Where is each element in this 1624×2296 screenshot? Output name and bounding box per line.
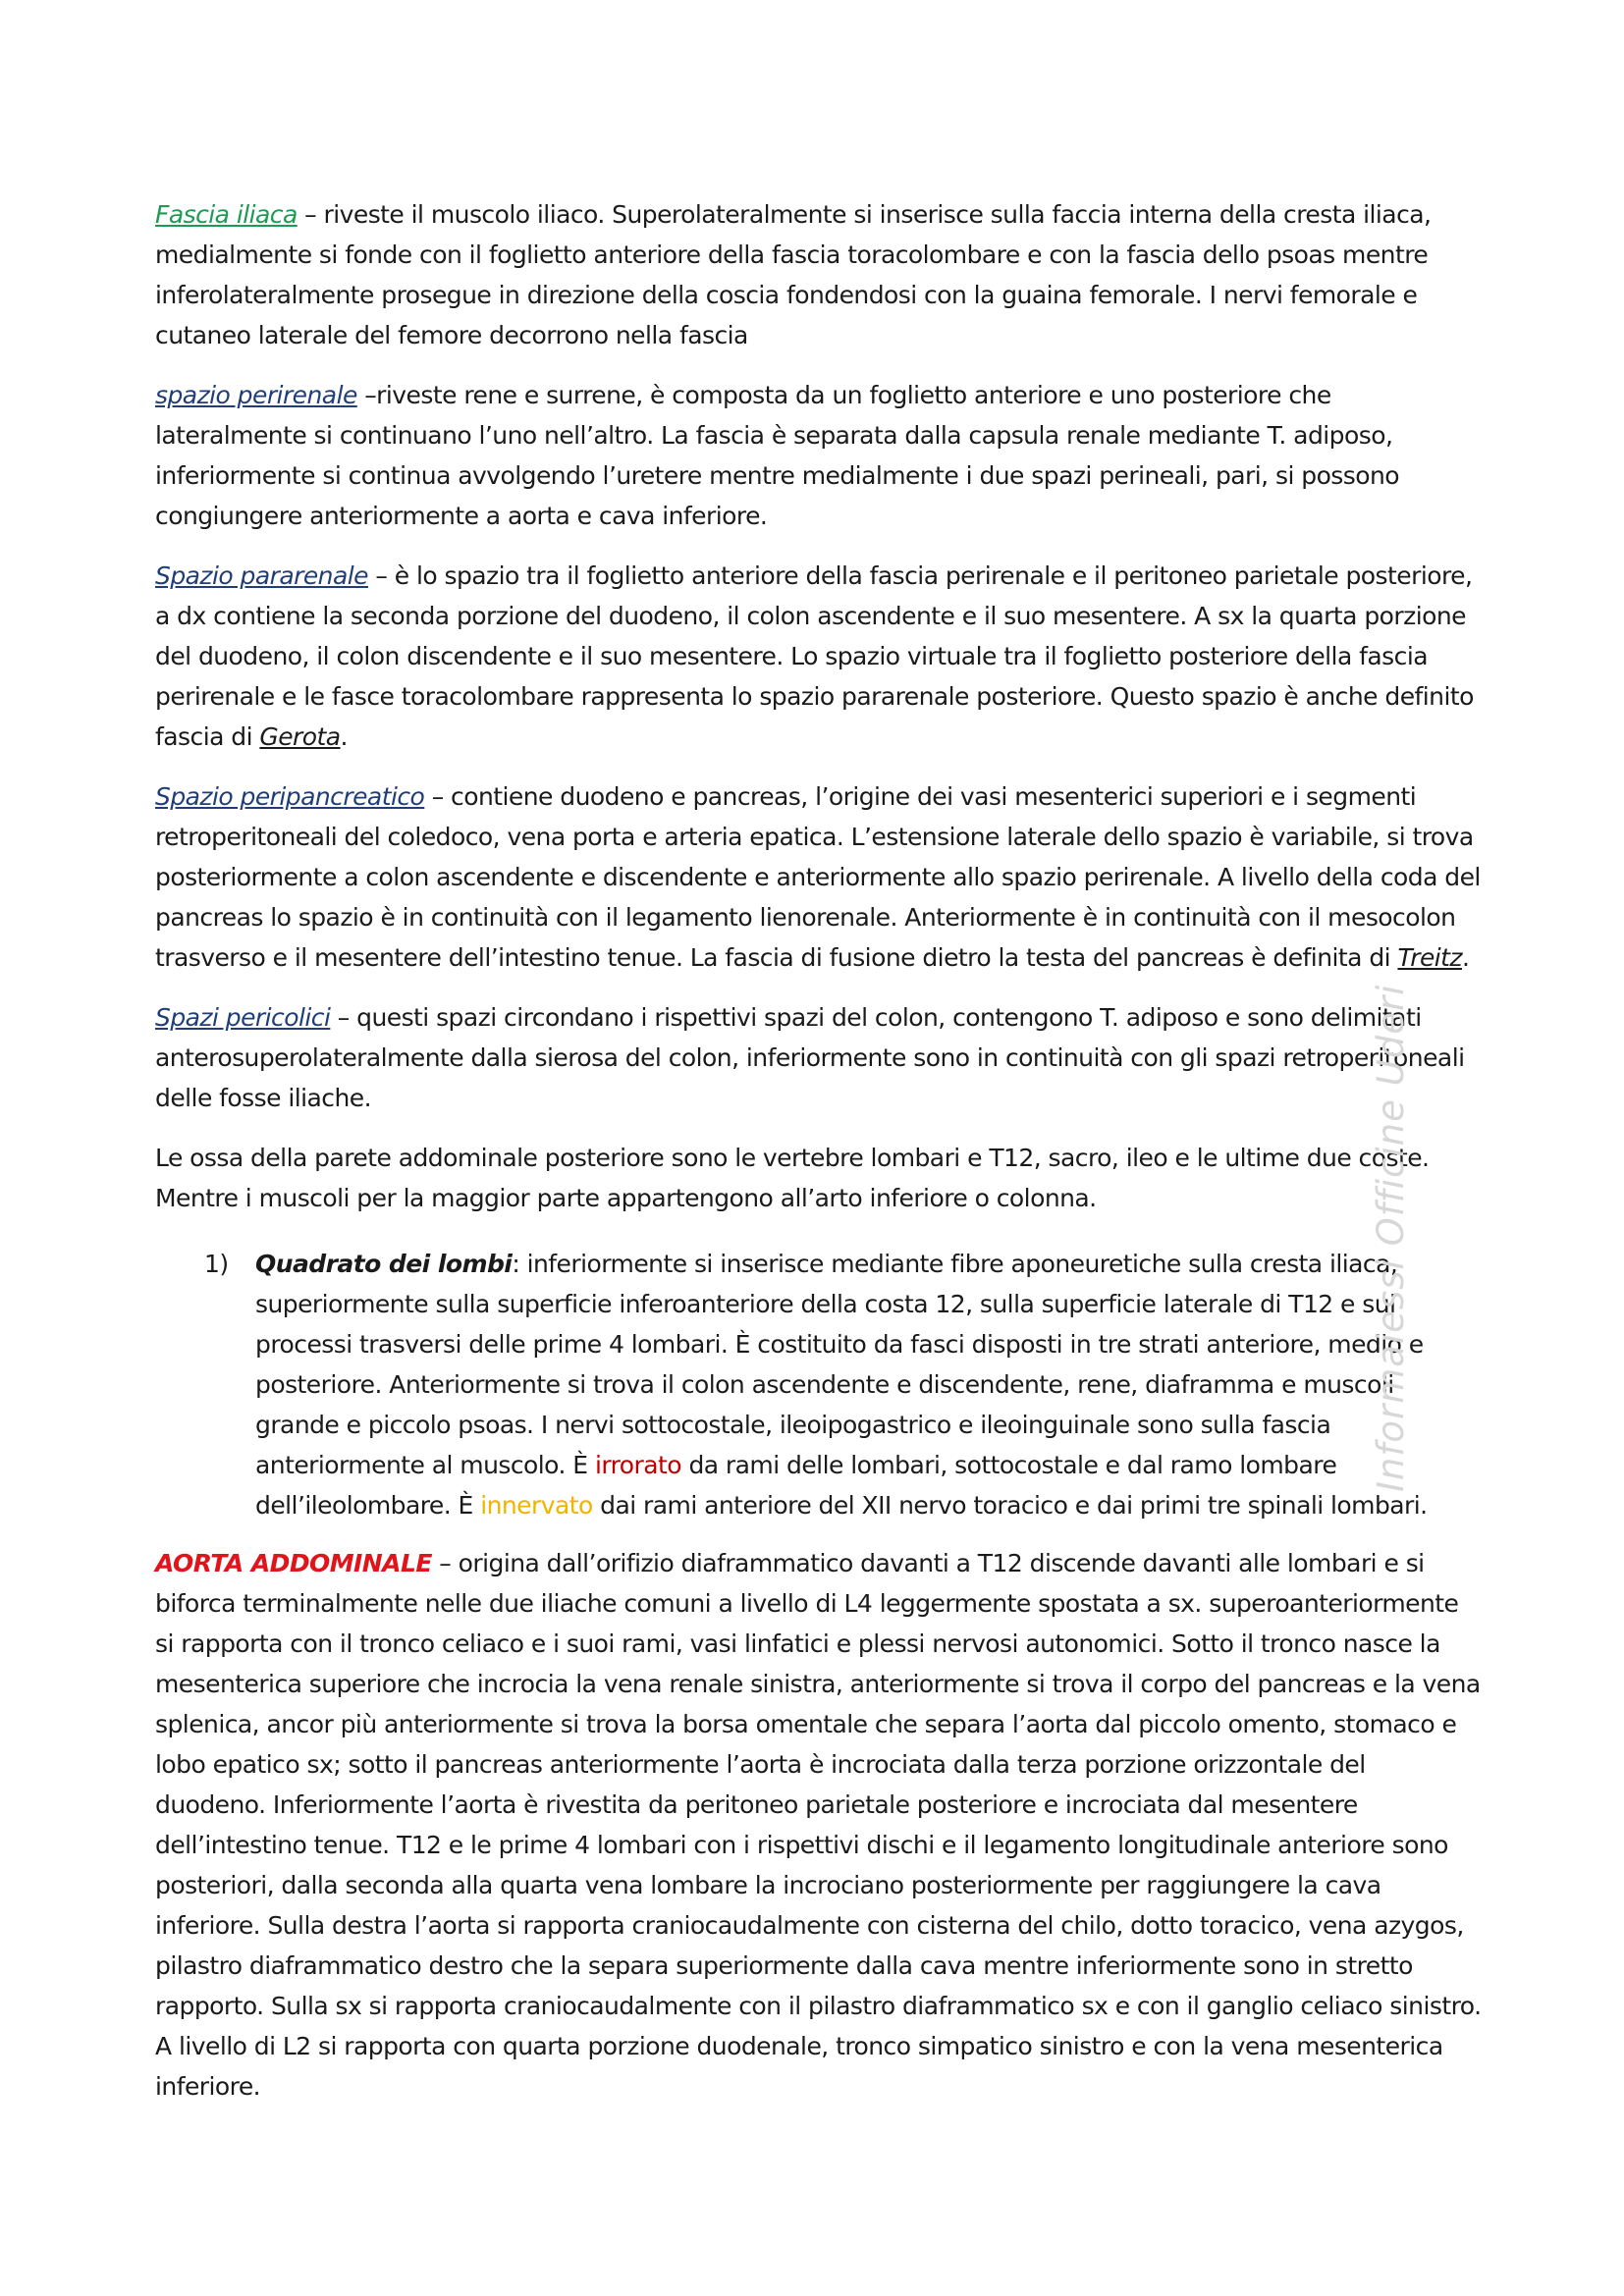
paragraph-text: – riveste il muscolo iliaco. Superolateralmente si inserisce sulla faccia interna della cresta iliaca, medialmente si fonde con il foglietto anteriore della fascia toracolombare e con la fascia dello psoas mentre inferolateralmente prosegue in direzione della coscia fondendosi con la guaina femorale. I nervi femorale e cutaneo laterale del femore decorrono nella fascia: [155, 200, 1432, 349]
watermark: Informaiessi Officine Uderi: [1370, 984, 1412, 1492]
paragraph-text: – questi spazi circondano i rispettivi spazi del colon, contengono T. adiposo e sono delimitati anterosuperolateralmente dalla sierosa del colon, inferiormente sono in continuità con gli spazi retroperitoneali delle fosse iliache.: [155, 1003, 1465, 1112]
paragraph-spazio-perirenale: [155, 375, 1483, 536]
paragraph-text: – contiene duodeno e pancreas, l’origine dei vasi mesenterici superiori e i segmenti retroperitoneali del coledoco, vena porta e arteria epatica. L’estensione laterale dello spazio è variabile, si trova posteriormente a colon ascendente e discendente e anteriormente allo spazio perirenale. A livello della coda del pancreas lo spazio è in continuità con il legamento lienorenale. Anteriormente è in continuità con il mesocolon trasverso e il mesentere dell’intestino tenue. La fascia di fusione dietro la testa del pancreas è definita di: [155, 782, 1481, 972]
paragraph-text: –riveste rene e surrene, è composta da un foglietto anteriore e uno posteriore che lateralmente si continuano l’uno nell’altro. La fascia è separata dalla capsula renale mediante T. adiposo, inferiormente si continua avvolgendo l’uretere mentre medialmente i due spazi perineali, pari, si possono congiungere anteriormente a aorta e cava inferiore.: [155, 381, 1400, 530]
paragraph-spazio-peripancreatico: [155, 776, 1483, 978]
term-irrorato: irrorato: [594, 1451, 682, 1479]
heading-fascia-iliaca[interactable]: Fascia iliaca: [155, 200, 298, 229]
list-number: 1): [204, 1250, 229, 1278]
heading-spazio-pararenale[interactable]: Spazio pararenale: [155, 561, 368, 590]
heading-spazi-pericolici[interactable]: Spazi pericolici: [155, 1003, 331, 1032]
paragraph-ossa: [155, 1138, 1483, 1218]
heading-spazio-peripancreatico[interactable]: Spazio peripancreatico: [155, 782, 425, 811]
list-item-text: da rami delle lombari, sottocostale e dal ramo lombare dell’ileolombare. È: [255, 1451, 1337, 1520]
paragraph-fascia-iliaca: [155, 194, 1483, 355]
list-item-text: dai rami anteriore del XII nervo toracico e dai primi tre spinali lombari.: [592, 1491, 1428, 1520]
term-innervato: innervato: [480, 1491, 593, 1520]
paragraph-text: Le ossa della parete addominale posteriore sono le vertebre lombari e T12, sacro, ileo e le ultime due coste. Mentre i muscoli per la maggior parte appartengono all’arto inferiore o colonna.: [155, 1144, 1430, 1212]
term-treitz: Treitz: [1397, 943, 1462, 972]
paragraph-text: – origina dall’orifizio diaframmatico davanti a T12 discende davanti alle lombari e si biforca terminalmente nelle due iliache comuni a livello di L4 leggermente spostata a sx. superoanteriormente si rapporta con il tronco celiaco e i suoi rami, vasi linfatici e plessi nervosi autonomici. Sotto il tronco nasce la mesenterica superiore che incrocia la vena renale sinistra, anteriormente si trova il corpo del pancreas e la vena splenica, ancor più anteriormente si trova la borsa omentale che separa l’aorta dal piccolo omento, stomaco e lobo epatico sx; sotto il pancreas anteriormente l’aorta è incrociata dalla terza porzione orizzontale del duodeno. Inferiormente l’aorta è rivestita da peritoneo parietale posteriore e incrociata dal mesentere dell’intestino tenue. T12 e le prime 4 lombari con i rispettivi dischi e il legamento longitudinale anteriore sono posteriori, dalla seconda alla quarta vena lombare la incrociano posteriormente per raggiungere la cava inferiore. Sulla destra l’aorta si rapporta craniocaudalmente con cisterna del chilo, dotto toracico, vena azygos, pilastro diaframmatico destro che la separa superiormente dalla cava mentre inferiormente sono in stretto rapporto. Sulla sx si rapporta craniocaudalmente con il pilastro diaframmatico sx e con il ganglio celiaco sinistro. A livello di L2 si rapporta con quarta porzione duodenale, tronco simpatico sinistro e con la vena mesenterica inferiore.: [155, 1549, 1482, 2101]
paragraph-aorta-addominale: [155, 1543, 1483, 2107]
heading-quadrato-dei-lombi: Quadrato dei lombi: [255, 1250, 513, 1278]
paragraph-spazi-pericolici: [155, 997, 1483, 1118]
list-item-body: [255, 1244, 1483, 1525]
term-gerota: Gerota: [259, 722, 341, 751]
paragraph-text: – è lo spazio tra il foglietto anteriore della fascia perirenale e il peritoneo parietale posteriore, a dx contiene la seconda porzione del duodeno, il colon ascendente e il suo mesentere. A sx la quarta porzione del duodeno, il colon discendente e il suo mesentere. Lo spazio virtuale tra il foglietto posteriore della fascia perirenale e le fasce toracolombare rappresenta lo spazio pararenale posteriore. Questo spazio è anche definito fascia di: [155, 561, 1474, 751]
paragraph-end: .: [340, 722, 348, 751]
paragraph-end: .: [1462, 943, 1470, 972]
list-item-quadrato-dei-lombi: [155, 1244, 1483, 1525]
heading-aorta-addominale: AORTA ADDOMINALE: [155, 1549, 432, 1577]
list-item-text: : inferiormente si inserisce mediante fibre aponeuretiche sulla cresta iliaca, superiormente sulla superficie inferoanteriore della costa 12, sulla superficie laterale di T12 e sui processi trasversi delle prime 4 lombari. È costituito da fasci disposti in tre strati anteriore, medio e posteriore. Anteriormente si trova il colon ascendente e discendente, rene, diaframma e muscoli grande e piccolo psoas. I nervi sottocostale, ileoipogastrico e ileoinguinale sono sulla fascia anteriormente al muscolo. È: [255, 1250, 1424, 1479]
heading-spazio-perirenale[interactable]: spazio perirenale: [155, 381, 357, 409]
document-page: [155, 194, 1483, 2126]
paragraph-spazio-pararenale: [155, 556, 1483, 757]
